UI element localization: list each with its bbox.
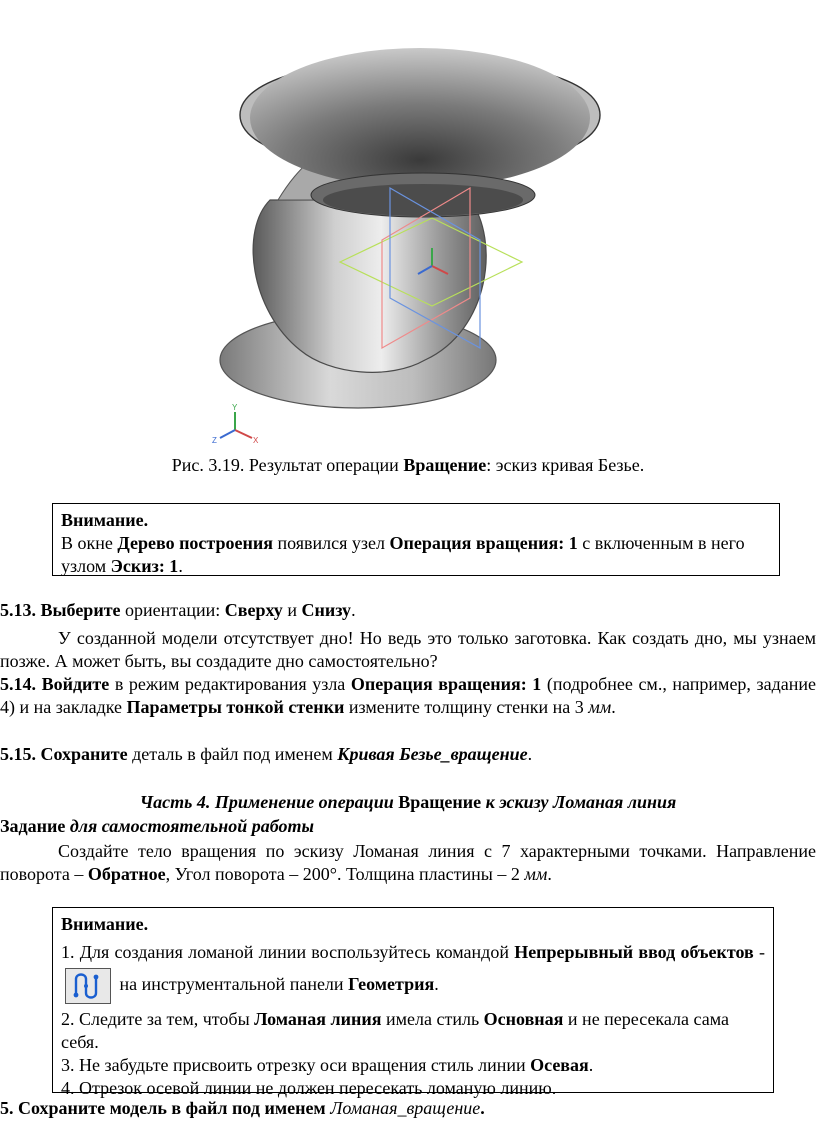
attention-note-1: Внимание. В окне Дерево построения появился узел Операция вращения: 1 с включенным в него узлом Эскиз: 1. <box>52 503 780 576</box>
step-5: 5. Сохраните модель в файл под именем Ломаная_вращение. <box>0 1098 485 1118</box>
part-4-heading: Часть 4. Применение операции Вращение к эскизу Ломаная линия <box>139 792 677 812</box>
step-5-13: 5.13. Выберите ориентации: Сверху и Снизу. <box>0 600 356 620</box>
note2-item-1: 1. Для создания ломаной линии воспользуйтесь командой Непрерывный ввод объектов - на инструментальной панели Геометрия. <box>61 936 765 1004</box>
step-5-15: 5.15. Сохраните деталь в файл под именем Кривая Безье_вращение. <box>0 744 533 764</box>
vase-model-figure <box>200 30 620 450</box>
axis-label-x: X <box>253 436 259 445</box>
note2-item-4: 4. Отрезок осевой линии не должен пересекать ломаную линию. <box>61 1078 557 1098</box>
note2-item-3: 3. Не забудьте присвоить отрезку оси вращения стиль линии Осевая. <box>61 1055 594 1075</box>
step-5-14: 5.14. Войдите в режим редактирования узла Операция вращения: 1 (подробнее см., например, задание 4) и на закладке Параметры тонкой стенки измените толщину стенки на 3 мм. <box>0 674 816 717</box>
continuous-input-icon[interactable] <box>65 968 111 1004</box>
axis-label-z: Z <box>212 436 217 445</box>
task-heading: Задание для самостоятельной работы <box>0 816 314 836</box>
vase-rim-inner <box>250 48 590 188</box>
task-paragraph: Создайте тело вращения по эскизу Ломаная линия с 7 характерными точками. Направление поворота – Обратное, Угол поворота – 200°. Толщина пластины – 2 мм. <box>0 841 816 884</box>
axis-gizmo <box>212 403 259 445</box>
figure-caption: Рис. 3.19. Результат операции Вращение: эскиз кривая Безье. <box>171 455 645 475</box>
note-title: Внимание. <box>61 510 149 530</box>
paragraph-bottom-note: У созданной модели отсутствует дно! Но ведь это только заготовка. Как создать дно, мы узнаем позже. А может быть, вы создадите дно самостоятельно? <box>0 628 816 671</box>
note-title: Внимание. <box>61 914 149 934</box>
axis-label-y: Y <box>232 403 238 412</box>
note2-item-2: 2. Следите за тем, чтобы Ломаная линия имела стиль Основная и не пересекала сама себя. <box>61 1009 729 1052</box>
attention-note-2 <box>52 907 774 1098</box>
